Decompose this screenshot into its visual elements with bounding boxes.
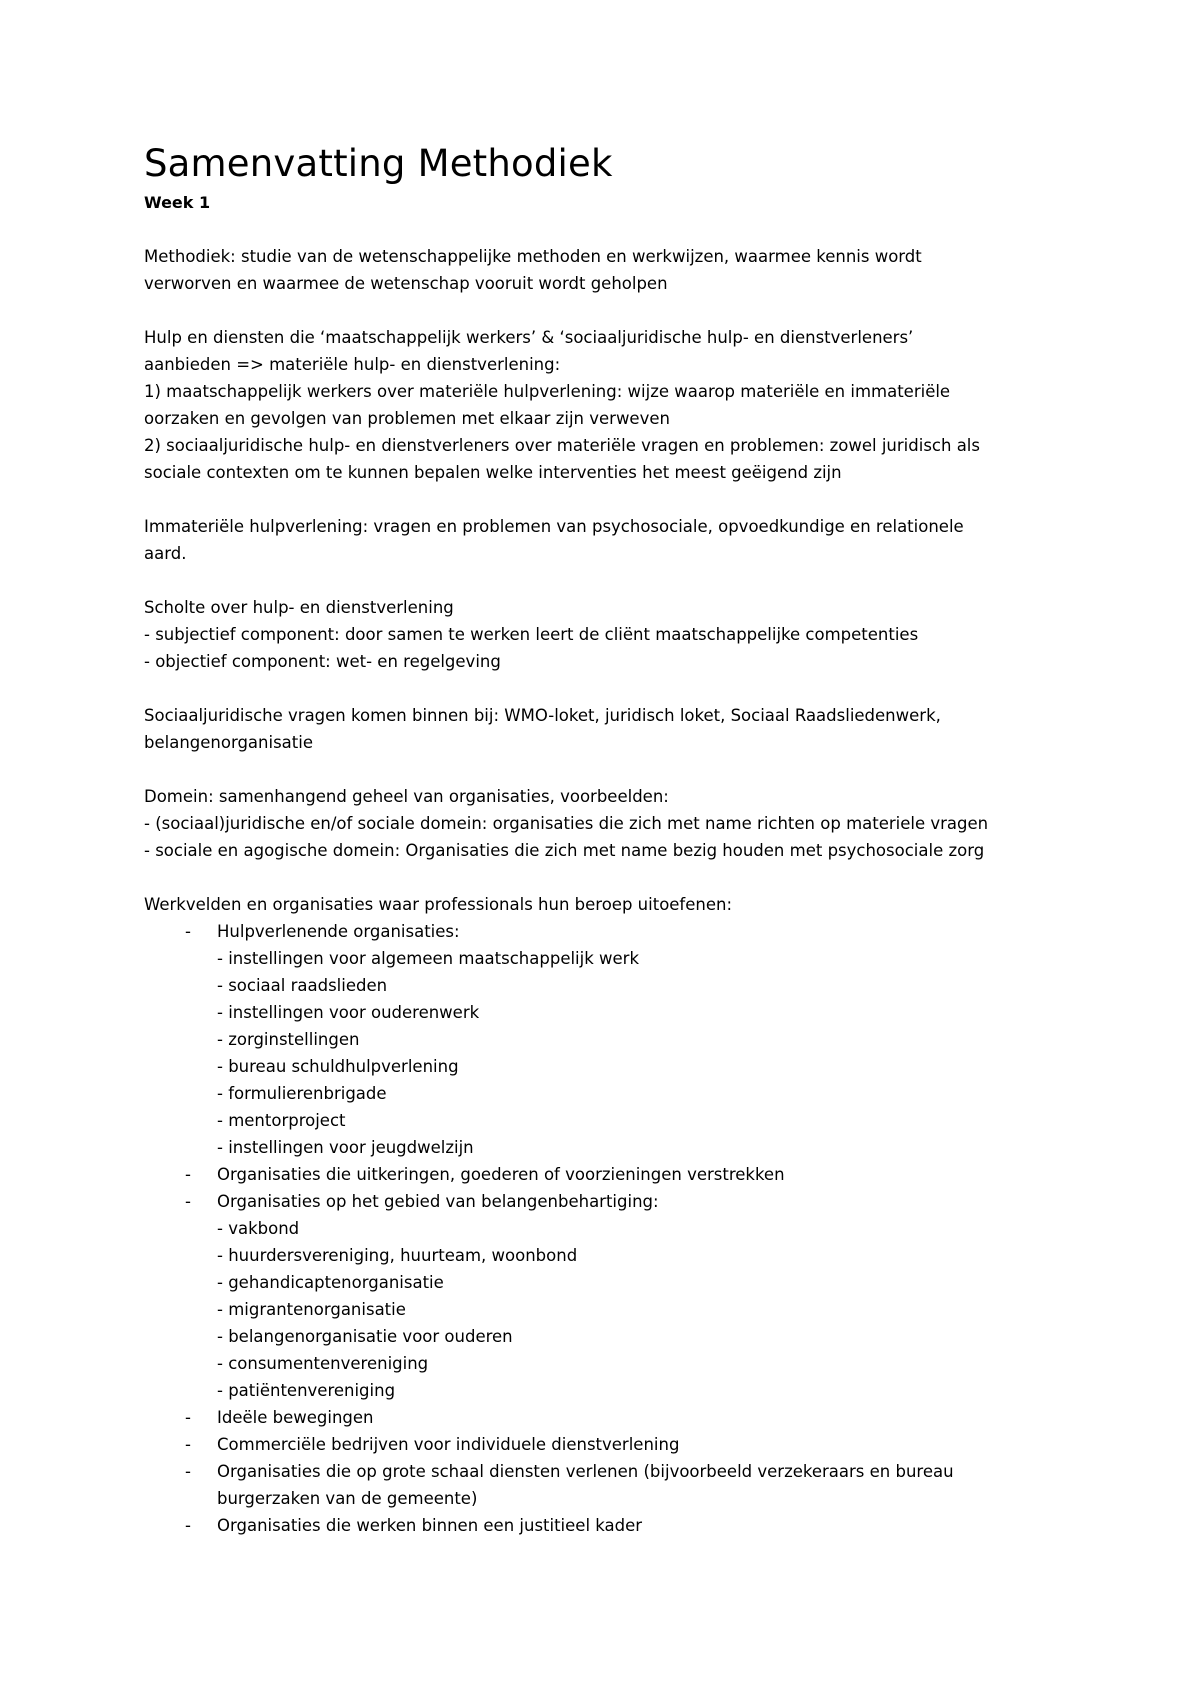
document-subtitle: Week 1 — [144, 193, 211, 212]
paragraph-line: Scholte over hulp- en dienstverlening — [144, 598, 454, 617]
paragraphs — [144, 243, 1084, 864]
paragraph-line: verworven en waarmee de wetenschap vooruit wordt geholpen — [144, 274, 668, 293]
paragraph — [144, 783, 1084, 864]
paragraph — [144, 243, 1084, 297]
document-content — [144, 138, 1084, 1566]
list-item-label: Hulpverlenende organisaties: — [217, 922, 460, 941]
sublist-item: - instellingen voor jeugdwelzijn — [217, 1138, 474, 1157]
sublist-item: - instellingen voor algemeen maatschappelijk werk — [217, 949, 640, 968]
paragraph — [144, 324, 1084, 486]
paragraph-line: sociale contexten om te kunnen bepalen welke interventies het meest geëigend zijn — [144, 463, 842, 482]
werkvelden-list — [144, 918, 1084, 1539]
paragraph-line: aard. — [144, 544, 187, 563]
paragraph-line: Sociaaljuridische vragen komen binnen bij: WMO-loket, juridisch loket, Sociaal Raadsliedenwerk, — [144, 706, 941, 725]
werkvelden-section — [144, 891, 1084, 1539]
list-item-label: Commerciële bedrijven voor individuele dienstverlening — [217, 1435, 680, 1454]
paragraph-line: - objectief component: wet- en regelgeving — [144, 652, 501, 671]
paragraph-line: 1) maatschappelijk werkers over materiële hulpverlening: wijze waarop materiële en immateriële — [144, 382, 951, 401]
sublist-item: - sociaal raadslieden — [217, 976, 388, 995]
sublist-item: - gehandicaptenorganisatie — [217, 1273, 444, 1292]
sublist — [217, 945, 1084, 1161]
list-bullet: - — [185, 1516, 191, 1535]
sublist-item: - mentorproject — [217, 1111, 346, 1130]
sublist-item: - bureau schuldhulpverlening — [217, 1057, 459, 1076]
paragraph-line: 2) sociaaljuridische hulp- en dienstverleners over materiële vragen en problemen: zowel juridisch als — [144, 436, 980, 455]
sublist — [217, 1215, 1084, 1404]
sublist-item: - formulierenbrigade — [217, 1084, 387, 1103]
list-item — [144, 1188, 1084, 1404]
document-title: Samenvatting Methodiek — [144, 142, 613, 185]
paragraph-line: - (sociaal)juridische en/of sociale domein: organisaties die zich met name richten op materiele vragen — [144, 814, 989, 833]
sublist-item: - zorginstellingen — [217, 1030, 360, 1049]
list-bullet: - — [185, 1408, 191, 1427]
sublist-item: - huurdersvereniging, huurteam, woonbond — [217, 1246, 578, 1265]
list-bullet: - — [185, 922, 191, 941]
list-bullet: - — [185, 1192, 191, 1211]
paragraph-line: oorzaken en gevolgen van problemen met elkaar zijn verweven — [144, 409, 670, 428]
paragraph-line: belangenorganisatie — [144, 733, 313, 752]
paragraph — [144, 513, 1084, 567]
paragraph-line: - sociale en agogische domein: Organisaties die zich met name bezig houden met psychosociale zorg — [144, 841, 985, 860]
sublist-item: - migrantenorganisatie — [217, 1300, 406, 1319]
list-bullet: - — [185, 1462, 191, 1481]
sublist-item: - instellingen voor ouderenwerk — [217, 1003, 480, 1022]
list-bullet: - — [185, 1435, 191, 1454]
list-bullet: - — [185, 1165, 191, 1184]
paragraph-line: Immateriële hulpverlening: vragen en problemen van psychosociale, opvoedkundige en relationele — [144, 517, 964, 536]
paragraph-line: Hulp en diensten die ‘maatschappelijk werkers’ & ‘sociaaljuridische hulp- en dienstverleners’ — [144, 328, 914, 347]
sublist-item: - vakbond — [217, 1219, 300, 1238]
list-item — [144, 1431, 1084, 1458]
list-item — [144, 918, 1084, 1161]
list-item-label: Organisaties die op grote schaal diensten verlenen (bijvoorbeeld verzekeraars en bureau — [217, 1462, 954, 1481]
list-item-label: Organisaties op het gebied van belangenbehartiging: — [217, 1192, 659, 1211]
sublist-item: - consumentenvereniging — [217, 1354, 429, 1373]
list-item-label: Organisaties die werken binnen een justitieel kader — [217, 1516, 643, 1535]
list-item — [144, 1458, 1084, 1512]
paragraph-line: Methodiek: studie van de wetenschappelijke methoden en werkwijzen, waarmee kennis wordt — [144, 247, 922, 266]
paragraph — [144, 702, 1084, 756]
list-item-label: burgerzaken van de gemeente) — [217, 1489, 478, 1508]
list-item-label: Organisaties die uitkeringen, goederen of voorzieningen verstrekken — [217, 1165, 785, 1184]
list-item — [144, 1161, 1084, 1188]
sublist-item: - belangenorganisatie voor ouderen — [217, 1327, 513, 1346]
list-item — [144, 1512, 1084, 1539]
paragraph-line: aanbieden => materiële hulp- en dienstverlening: — [144, 355, 561, 374]
paragraph-line: - subjectief component: door samen te werken leert de cliënt maatschappelijke competenties — [144, 625, 919, 644]
paragraph-line: Domein: samenhangend geheel van organisaties, voorbeelden: — [144, 787, 669, 806]
list-item — [144, 1404, 1084, 1431]
sublist-item: - patiëntenvereniging — [217, 1381, 396, 1400]
werkvelden-intro: Werkvelden en organisaties waar professionals hun beroep uitoefenen: — [144, 895, 733, 914]
paragraph — [144, 594, 1084, 675]
list-item-label: Ideële bewegingen — [217, 1408, 374, 1427]
